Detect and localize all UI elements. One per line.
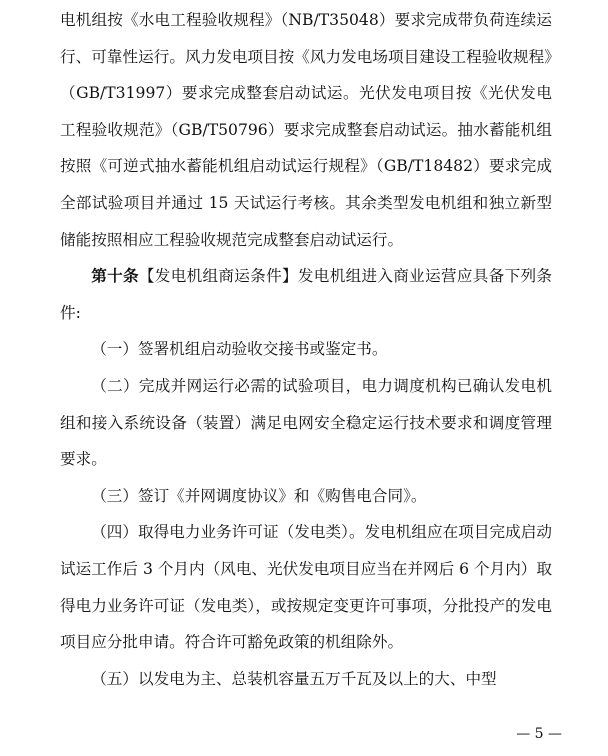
paragraph-continuation: 电机组按《水电工程验收规程》（NB/T35048）要求完成带负荷连续运行、可靠性运行。风力发电项目按《风力发电场项目建设工程验收规程》（GB/T31997）要求完成整套启动试运。光伏发电项目按《光伏发电工程验收规范》（GB/T50796）要求完成整套启动试运。抽水蓄能机组按照《可逆式抽水蓄能机组启动试运行规程》（GB/T18482）要求完成全部试验项目并通过 15 天试运行考核。其余类型发电机组和独立新型储能按照相应工程验收规范完成整套启动试运行。 [60, 11, 552, 249]
body-text [60, 2, 552, 697]
condition-item-1: （一）签署机组启动验收交接书或鉴定书。 [91, 340, 388, 359]
condition-item-5: （五）以发电为主、总装机容量五万千瓦及以上的大、中型 [91, 669, 497, 688]
article-title: 【发电机组商运条件】 [138, 267, 298, 286]
article-label: 第十条 [91, 266, 139, 286]
paragraph-article-ten [60, 258, 552, 331]
condition-item-3: （三）签订《并网调度协议》和《购售电合同》。 [91, 486, 427, 505]
condition-item-4: （四）取得电力业务许可证（发电类）。发电机组应在项目完成启动试运工作后 3 个月内（风电、光伏发电项目应当在并网后 6 个月内）取得电力业务许可证（发电类），或按规定变更许可事项，分批投产的发电项目应分批申请。符合许可豁免政策的机组除外。 [60, 523, 552, 652]
page-number: — 5 — [516, 726, 562, 742]
article-intro-text: 发电机组进入商业运营应具备下列条件: [60, 267, 552, 322]
condition-item-2: （二）完成并网运行必需的试验项目，电力调度机构已确认发电机组和接入系统设备（装置）满足电网安全稳定运行技术要求和调度管理要求。 [60, 376, 552, 469]
